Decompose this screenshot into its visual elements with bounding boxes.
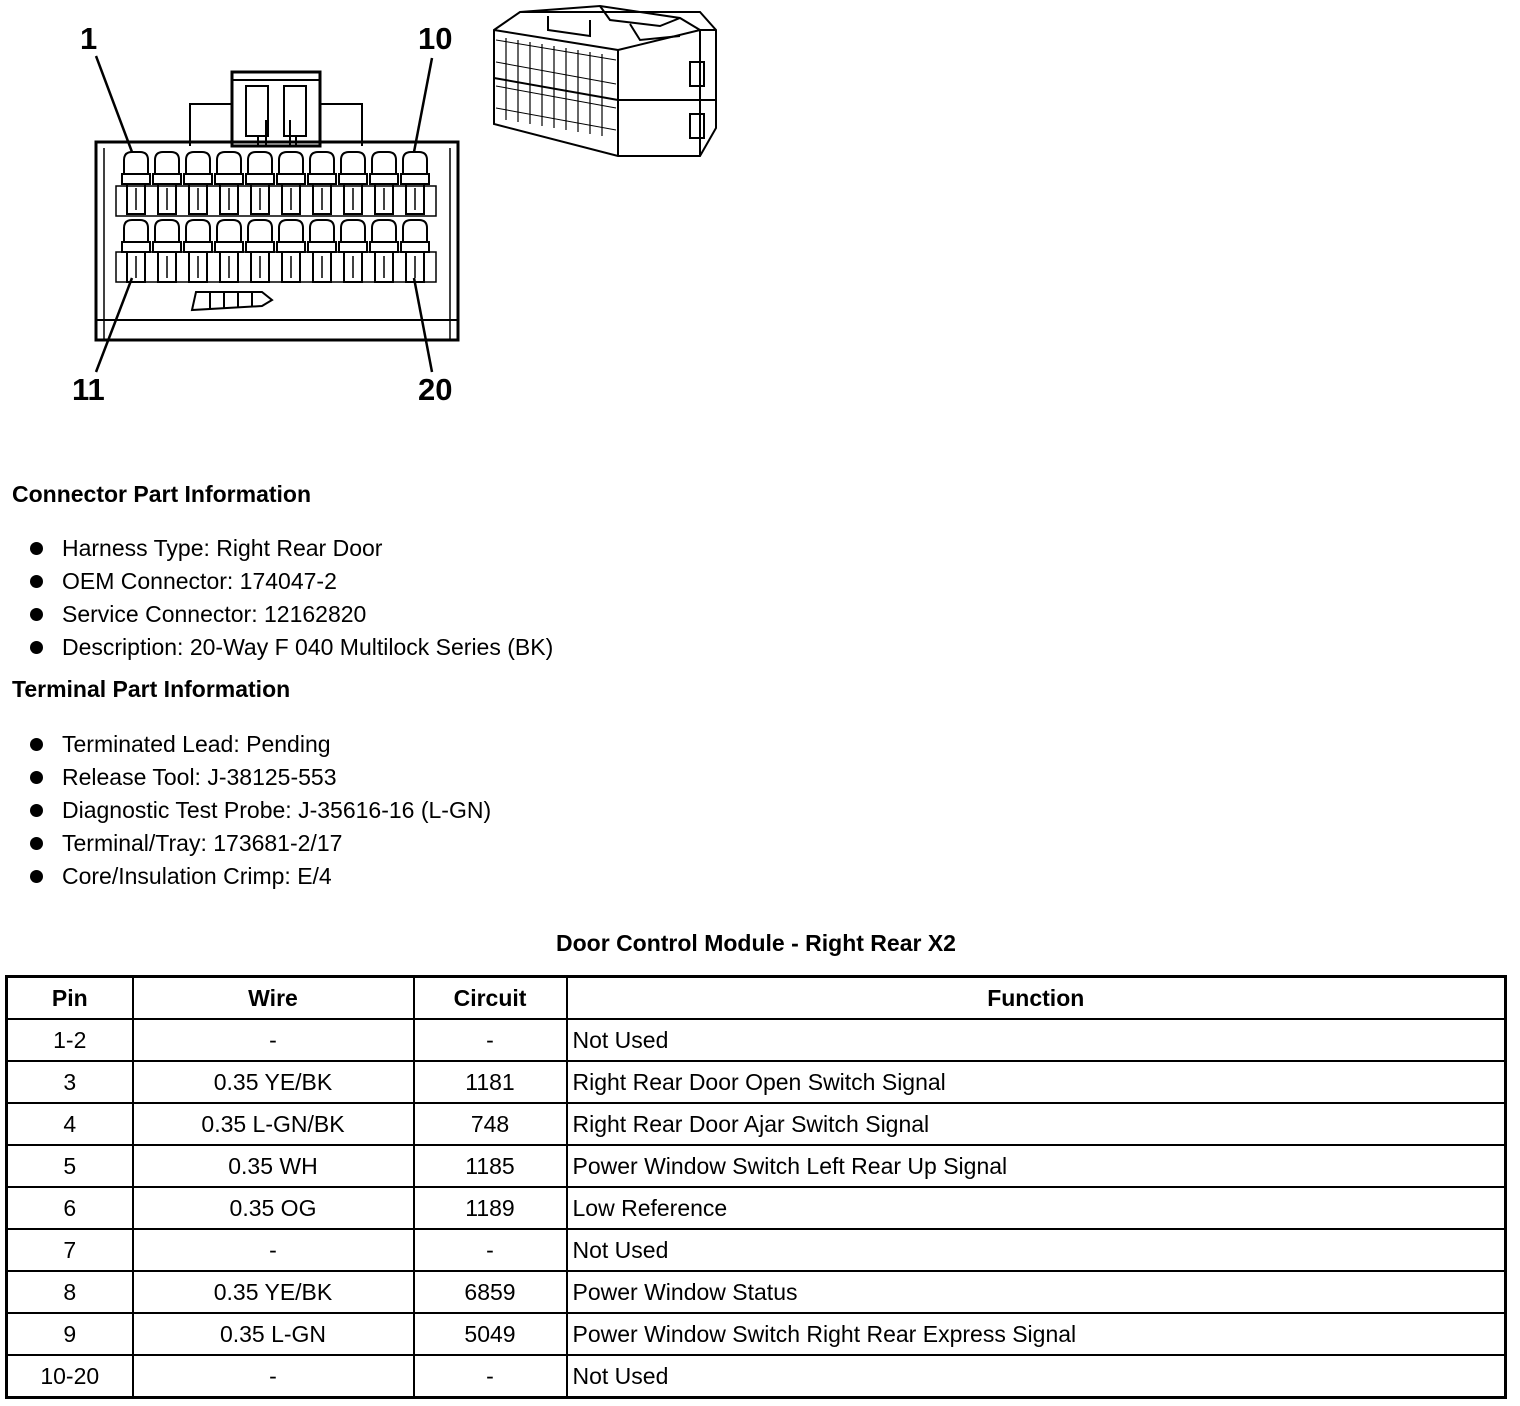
pin-cell: 9 — [7, 1313, 133, 1355]
connector-diagram — [0, 0, 760, 420]
pin-cell: 4 — [7, 1103, 133, 1145]
terminal-cavity-top-6 — [277, 152, 305, 214]
pinout-table — [5, 975, 1507, 1399]
circuit-cell: - — [414, 1019, 567, 1061]
circuit-cell: 1181 — [414, 1061, 567, 1103]
table-row — [7, 1145, 1506, 1187]
terminal-cavity-bottom-5 — [246, 220, 274, 282]
wire-cell: 0.35 OG — [133, 1187, 414, 1229]
function-cell: Not Used — [567, 1229, 1506, 1271]
wire-cell: 0.35 YE/BK — [133, 1061, 414, 1103]
table-row — [7, 1019, 1506, 1061]
list-item: Harness Type: Right Rear Door — [0, 532, 553, 565]
terminal-info-heading: Terminal Part Information — [12, 676, 291, 702]
terminal-cavity-bottom-3 — [184, 220, 212, 282]
pin-cell: 1-2 — [7, 1019, 133, 1061]
wire-cell: 0.35 L-GN/BK — [133, 1103, 414, 1145]
function-cell: Low Reference — [567, 1187, 1506, 1229]
circuit-cell: 1189 — [414, 1187, 567, 1229]
table-row — [7, 1313, 1506, 1355]
terminal-cavity-top-9 — [370, 152, 398, 214]
circuit-cell: 6859 — [414, 1271, 567, 1313]
terminal-info-list — [0, 728, 491, 893]
function-cell: Not Used — [567, 1355, 1506, 1398]
table-row — [7, 1271, 1506, 1313]
pin-cell: 5 — [7, 1145, 133, 1187]
terminal-cavity-bottom-9 — [370, 220, 398, 282]
function-cell: Not Used — [567, 1019, 1506, 1061]
list-item: Release Tool: J-38125-553 — [0, 761, 491, 794]
column-header-pin: Pin — [7, 977, 133, 1020]
wire-cell: 0.35 YE/BK — [133, 1271, 414, 1313]
terminal-cavity-top-2 — [153, 152, 181, 214]
table-row — [7, 1355, 1506, 1398]
circuit-cell: 5049 — [414, 1313, 567, 1355]
pin-label-1: 1 — [80, 21, 98, 56]
list-item: Diagnostic Test Probe: J-35616-16 (L-GN) — [0, 794, 491, 827]
terminal-cavity-bottom-4 — [215, 220, 243, 282]
pin-cell: 8 — [7, 1271, 133, 1313]
table-row — [7, 1061, 1506, 1103]
terminal-cavity-bottom-1 — [122, 220, 150, 282]
terminal-cavity-top-5 — [246, 152, 274, 214]
terminal-cavity-bottom-2 — [153, 220, 181, 282]
wire-cell: 0.35 WH — [133, 1145, 414, 1187]
list-item: Service Connector: 12162820 — [0, 598, 553, 631]
table-row — [7, 1187, 1506, 1229]
terminal-cavities — [122, 152, 429, 282]
circuit-cell: - — [414, 1355, 567, 1398]
list-item: Core/Insulation Crimp: E/4 — [0, 860, 491, 893]
pin-cell: 7 — [7, 1229, 133, 1271]
circuit-cell: 1185 — [414, 1145, 567, 1187]
wire-cell: 0.35 L-GN — [133, 1313, 414, 1355]
pin-cell: 10-20 — [7, 1355, 133, 1398]
pin-label-11: 11 — [72, 372, 105, 407]
terminal-cavity-top-7 — [308, 152, 336, 214]
terminal-cavity-top-3 — [184, 152, 212, 214]
connector-face-view — [96, 56, 458, 372]
function-cell: Power Window Switch Left Rear Up Signal — [567, 1145, 1506, 1187]
circuit-cell: 748 — [414, 1103, 567, 1145]
list-item: Terminated Lead: Pending — [0, 728, 491, 761]
list-item: Terminal/Tray: 173681-2/17 — [0, 827, 491, 860]
table-row — [7, 1229, 1506, 1271]
terminal-cavity-bottom-8 — [339, 220, 367, 282]
function-cell: Right Rear Door Open Switch Signal — [567, 1061, 1506, 1103]
table-header-row — [7, 977, 1506, 1020]
column-header-wire: Wire — [133, 977, 414, 1020]
connector-info-heading: Connector Part Information — [12, 481, 312, 507]
function-cell: Power Window Switch Right Rear Express Signal — [567, 1313, 1506, 1355]
column-header-circuit: Circuit — [414, 977, 567, 1020]
function-cell: Right Rear Door Ajar Switch Signal — [567, 1103, 1506, 1145]
list-item: Description: 20-Way F 040 Multilock Series (BK) — [0, 631, 553, 664]
pin-label-10: 10 — [418, 21, 453, 56]
terminal-cavity-bottom-7 — [308, 220, 336, 282]
pin-cell: 6 — [7, 1187, 133, 1229]
column-header-function: Function — [567, 977, 1506, 1020]
terminal-cavity-top-10 — [401, 152, 429, 214]
wire-cell: - — [133, 1355, 414, 1398]
pin-cell: 3 — [7, 1061, 133, 1103]
list-item: OEM Connector: 174047-2 — [0, 565, 553, 598]
terminal-cavity-top-4 — [215, 152, 243, 214]
terminal-cavity-top-1 — [122, 152, 150, 214]
pin-label-20: 20 — [418, 372, 453, 407]
terminal-cavity-top-8 — [339, 152, 367, 214]
table-row — [7, 1103, 1506, 1145]
terminal-cavity-bottom-10 — [401, 220, 429, 282]
connector-isometric-view — [494, 6, 716, 156]
terminal-cavity-bottom-6 — [277, 220, 305, 282]
wire-cell: - — [133, 1019, 414, 1061]
connector-info-list — [0, 532, 553, 664]
wire-cell: - — [133, 1229, 414, 1271]
circuit-cell: - — [414, 1229, 567, 1271]
table-title: Door Control Module - Right Rear X2 — [556, 930, 956, 956]
function-cell: Power Window Status — [567, 1271, 1506, 1313]
